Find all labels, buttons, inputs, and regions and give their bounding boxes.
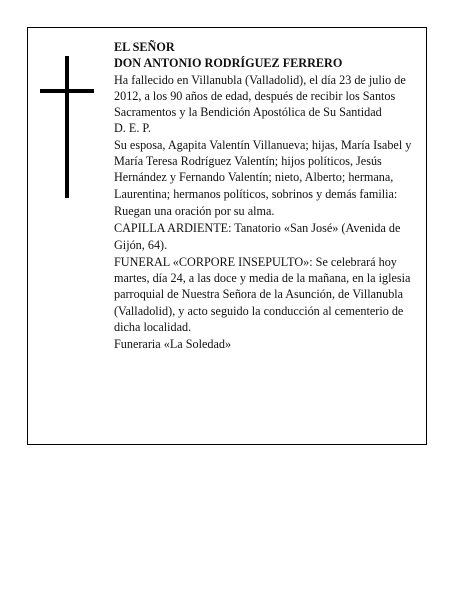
- family-list: Su esposa, Agapita Valentín Villanueva; hijas, María Isabel y María Teresa Rodríguez Valentín; hijos políticos, Jesús Hernández y Fernando Valentín; nieto, Alberto; hermana, Laurentina; hermanos políticos, sobrinos y demás familia:: [114, 137, 412, 201]
- chapel-info: CAPILLA ARDIENTE: Tanatorio «San José» (Avenida de Gijón, 64).: [114, 221, 401, 252]
- cross-icon: [40, 56, 94, 198]
- deceased-name: DON ANTONIO RODRÍGUEZ FERRERO: [114, 56, 343, 71]
- cross-horizontal-bar: [40, 89, 94, 93]
- rip-abbreviation: D. E. P.: [114, 121, 151, 136]
- death-statement: Ha fallecido en Villanubla (Valladolid), el día 23 de julio de 2012, a los 90 años de edad, después de recibir los Santos Sacramentos y la Bendición Apostólica de Su Santidad: [114, 72, 406, 120]
- funeral-home: Funeraria «La Soledad»: [114, 337, 232, 352]
- cross-vertical-bar: [65, 56, 69, 198]
- prayer-request: Ruegan una oración por su alma.: [114, 203, 275, 218]
- notice-text: [114, 39, 426, 353]
- notice-title: EL SEÑOR: [114, 40, 175, 54]
- obituary-notice: [27, 27, 427, 445]
- funeral-info: FUNERAL «CORPORE INSEPULTO»: Se celebrará hoy martes, día 24, a las doce y media de la mañana, en la iglesia parroquial de Nuestra Señora de la Asunción, de Villanubla (Valladolid), y acto seguido la conducción al cementerio de dicha localidad.: [114, 254, 411, 335]
